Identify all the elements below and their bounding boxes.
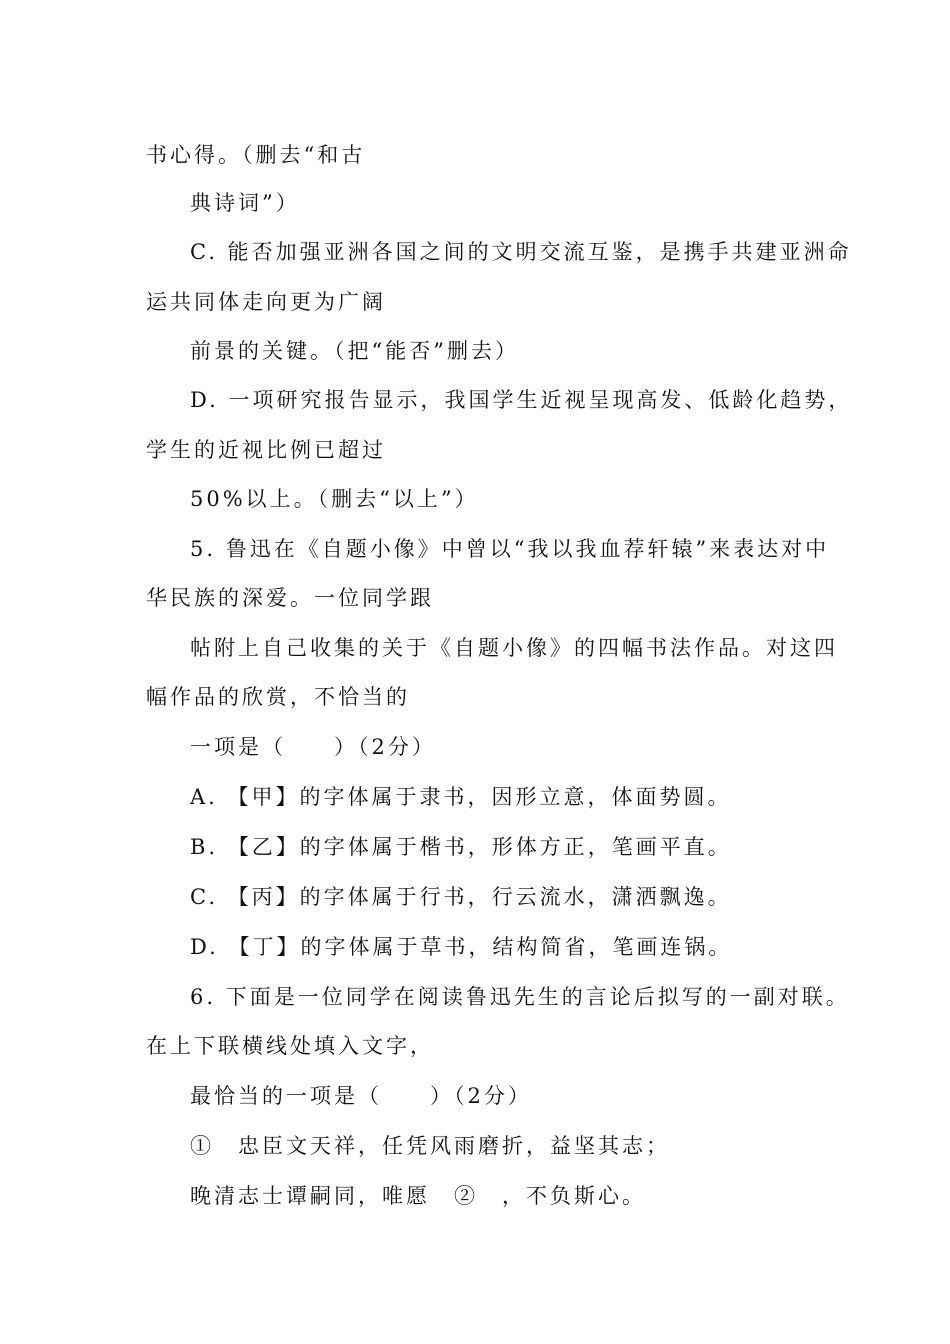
couplet-line-1: ① 忠臣文天祥，任凭风雨磨折，益坚其志； — [190, 1134, 670, 1158]
text-line: 书心得。（删去“和古 — [146, 143, 366, 167]
question-6-line: 6. 下面是一位同学在阅读鲁迅先生的言论后拟写的一副对联。 — [190, 985, 850, 1009]
question-5-line: 5. 鲁迅在《自题小像》中曾以“我以我血荐轩辕”来表达对中 — [190, 537, 830, 561]
text-line: 前景的关键。（把“能否”删去） — [190, 339, 519, 363]
couplet-line-2: 晚清志士谭嗣同，唯愿 ② ，不负斯心。 — [190, 1184, 646, 1208]
text-line: 在上下联横线处填入文字， — [146, 1034, 434, 1058]
text-line: 幅作品的欣赏，不恰当的 — [146, 685, 410, 709]
option-c-line: C. 【丙】的字体属于行书，行云流水，潇洒飘逸。 — [190, 885, 732, 909]
text-line: 50%以上。（删去“以上”） — [190, 487, 479, 511]
option-c-line: C. 能否加强亚洲各国之间的文明交流互鉴，是携手共建亚洲命 — [190, 240, 852, 264]
text-line: 运共同体走向更为广阔 — [146, 290, 386, 314]
text-line: 一项是（ ）（2分） — [190, 735, 436, 759]
option-d-line: D. 一项研究报告显示，我国学生近视呈现高发、低龄化趋势， — [190, 388, 853, 412]
text-line: 学生的近视比例已超过 — [146, 438, 386, 462]
text-line: 华民族的深爱。一位同学跟 — [146, 586, 434, 610]
text-line: 最恰当的一项是（ ）（2分） — [190, 1084, 532, 1108]
option-d-line: D. 【丁】的字体属于草书，结构简省，笔画连锅。 — [190, 935, 733, 959]
text-line: 典诗词”） — [190, 191, 300, 215]
option-a-line: A. 【甲】的字体属于隶书，因形立意，体面势圆。 — [190, 785, 732, 809]
text-line: 帖附上自己收集的关于《自题小像》的四幅书法作品。对这四 — [190, 636, 838, 660]
option-b-line: B. 【乙】的字体属于楷书，形体方正，笔画平直。 — [190, 835, 732, 859]
